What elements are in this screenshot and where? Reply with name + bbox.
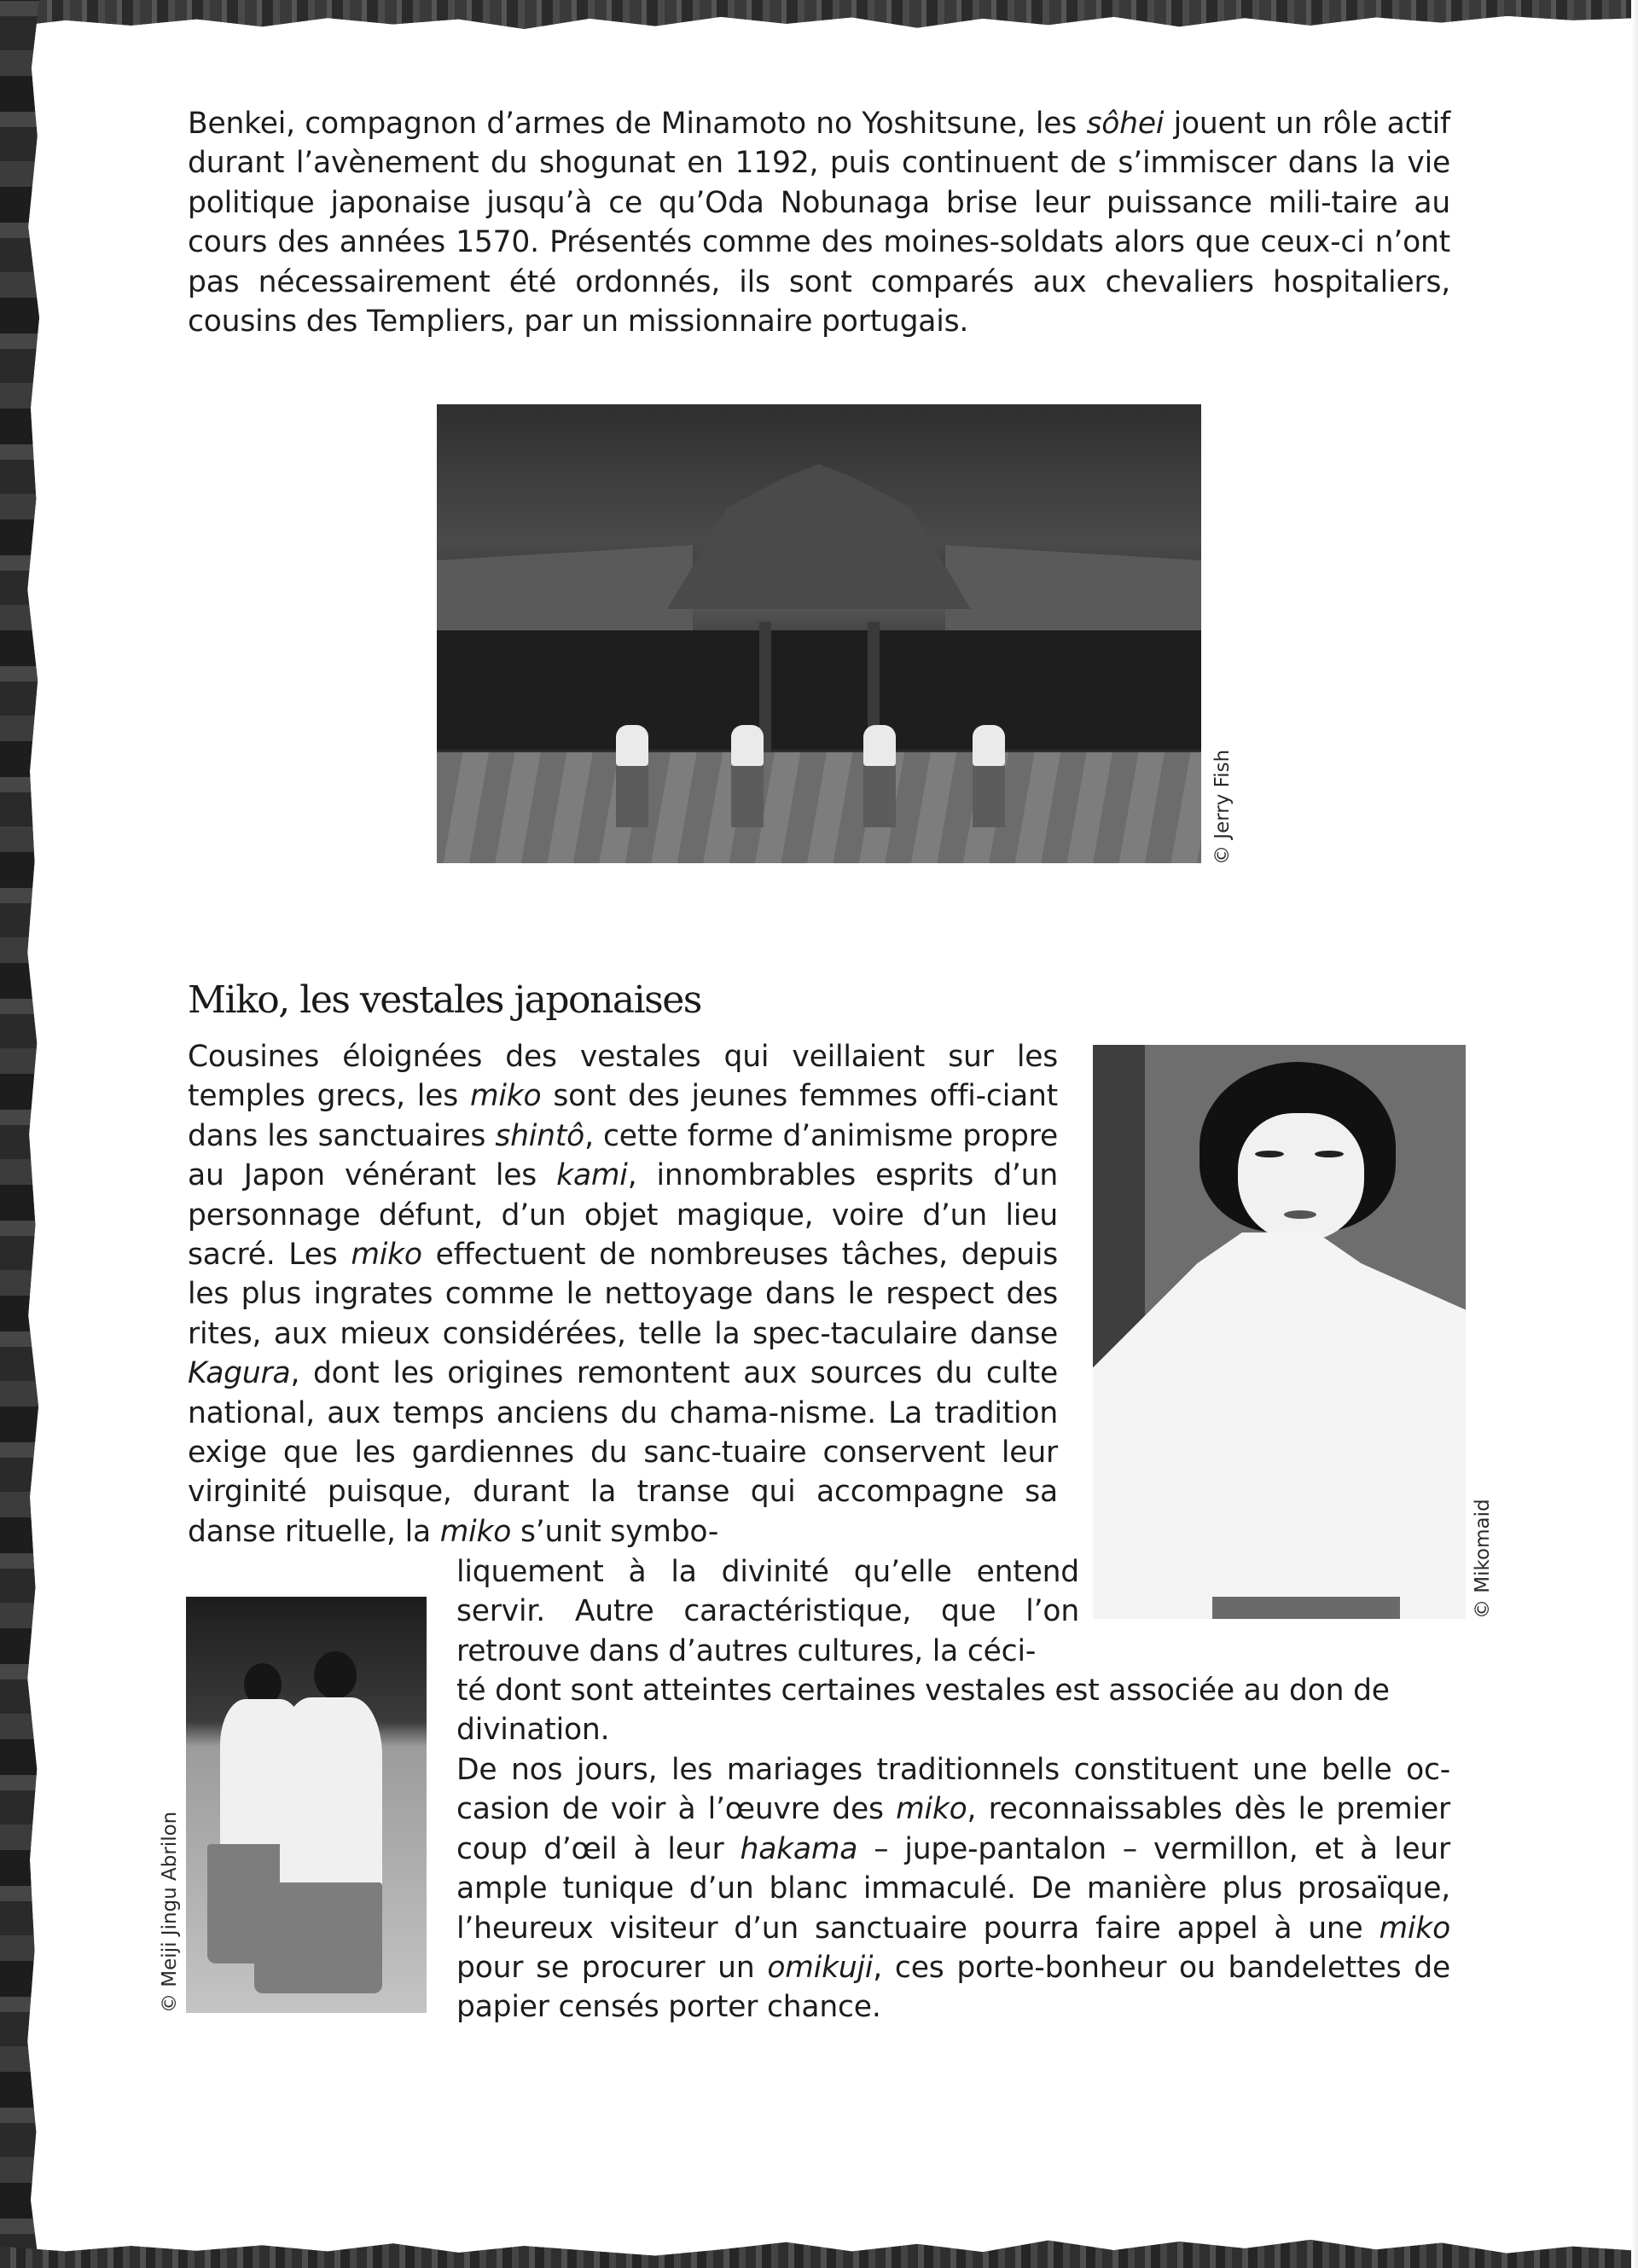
italic-term: miko	[469, 1079, 542, 1114]
paragraph-miko-part-b-text: liquement à la divinité qu’elle entend servir. Autre caractéristique, que l’on retrouve dans d’autres cultures, la céci-	[456, 1555, 1079, 1668]
photo-walkers	[186, 1597, 427, 2013]
photo-credit-portrait: © Mikomaid	[1472, 1499, 1494, 1619]
shrine-roof-center	[667, 464, 971, 609]
paragraph-miko-weddings-text	[456, 1750, 1450, 2027]
photo-shrine	[437, 404, 1201, 863]
portrait-eye	[1255, 1151, 1284, 1157]
text-run: , reconnaissables dès le premier coup d’œil à leur	[456, 1792, 1450, 1866]
text-run: Benkei, compagnon d’armes de Minamoto no Yoshitsune, les	[188, 107, 1087, 141]
portrait-face	[1238, 1113, 1364, 1241]
text-run: jouent un rôle actif durant l’avènement du shogunat en 1192, puis continuent de s’immiscer dans la vie politique japonaise jusqu’à ce qu’Oda Nobunaga brise leur puissance mili-taire au cours des années 1570. Présentés comme des moines-soldats alors que ceux-ci n’ont pas nécessairement été ordonnés, ils sont comparés aux chevaliers hospitaliers, cousins des Templiers, par un missionnaire portugais.	[188, 107, 1450, 339]
shrine-roof-right	[945, 545, 1201, 630]
paragraph-miko-part-c-text: té dont sont atteintes certaines vestales est associée au don de divination.	[456, 1673, 1390, 1748]
italic-term: miko	[896, 1792, 967, 1827]
italic-term: hakama	[740, 1831, 858, 1866]
paragraph-sohei-text	[188, 104, 1450, 341]
italic-term: shintô	[495, 1118, 585, 1153]
text-run: sont des jeunes femmes offi-ciant dans les sanctuaires	[188, 1079, 1059, 1153]
text-run: s’unit symbo-	[511, 1514, 719, 1549]
paragraph-miko-part-b	[456, 1552, 1079, 1671]
portrait-hakama-belt	[1212, 1597, 1400, 1619]
photo-credit-walkers: © Meiji Jingu Abrilon	[159, 1811, 181, 2013]
portrait-robe	[1093, 1233, 1466, 1619]
shrine-roof-left	[437, 545, 693, 630]
italic-term: omikuji	[767, 1951, 874, 1986]
portrait-lips	[1284, 1210, 1316, 1219]
text-run: Cousines éloignées des vestales qui veillaient sur les temples grecs, les	[188, 1040, 1058, 1114]
photo-portrait	[1093, 1045, 1466, 1619]
photo-credit-shrine: © Jerry Fish	[1211, 749, 1234, 865]
text-run: – jupe-pantalon – vermillon, et à leur ample tunique d’un blanc immaculé. De manière plus prosaïque, l’heureux visiteur d’un sanctuaire pourra faire appel à une	[456, 1831, 1451, 1946]
italic-term: miko	[439, 1514, 512, 1549]
decorative-border-left	[0, 0, 39, 2268]
walker-robe	[280, 1697, 382, 1894]
miko-figure	[863, 725, 896, 827]
text-run: , cette forme d’animisme propre au Japon vénérant les	[188, 1118, 1058, 1193]
paragraph-miko-part-a-text	[188, 1037, 1058, 1552]
walker-head	[314, 1651, 357, 1699]
shrine-courtyard	[437, 752, 1201, 863]
paragraph-miko-weddings	[456, 1750, 1450, 2027]
paragraph-miko-part-a	[188, 1037, 1058, 1552]
italic-term: miko	[1379, 1911, 1450, 1946]
italic-term: Kagura	[188, 1356, 291, 1391]
decorative-border-top	[0, 0, 1638, 29]
portrait-eye	[1315, 1151, 1344, 1157]
shrine-hall	[437, 630, 1201, 741]
italic-term: kami	[556, 1158, 628, 1193]
text-run: De nos jours, les mariages traditionnels constituent une belle oc-casion de voir à l’œuvre des	[456, 1753, 1450, 1827]
walker-hakama	[254, 1882, 382, 1993]
paragraph-miko-part-c	[456, 1671, 1450, 1750]
miko-figure	[973, 725, 1005, 827]
decorative-border-right	[1631, 0, 1638, 2268]
paragraph-sohei	[188, 104, 1450, 341]
italic-term: miko	[351, 1238, 422, 1273]
text-run: effectuent de nombreuses tâches, depuis les plus ingrates comme le nettoyage dans le respect des rites, aux mieux considérées, telle la spec-taculaire danse	[188, 1238, 1058, 1351]
text-run: , ces porte-bonheur ou bandelettes de papier censés porter chance.	[456, 1951, 1450, 2025]
decorative-border-bottom	[0, 2237, 1638, 2268]
miko-figure	[731, 725, 764, 827]
miko-figure	[616, 725, 648, 827]
text-run: , innombrables esprits d’un personnage défunt, d’un objet magique, voire d’un lieu sacré. Les	[188, 1158, 1059, 1273]
italic-term: sôhei	[1086, 107, 1165, 141]
text-run: , dont les origines remontent aux sources du culte national, aux temps anciens du chama-nisme. La tradition exige que les gardiennes du sanc-tuaire conservent leur virginité puisque, durant la transe qui accompagne sa danse rituelle, la	[188, 1356, 1058, 1549]
section-heading-miko: Miko, les vestales japonaises	[188, 977, 701, 1022]
text-run: pour se procurer un	[456, 1951, 768, 1986]
